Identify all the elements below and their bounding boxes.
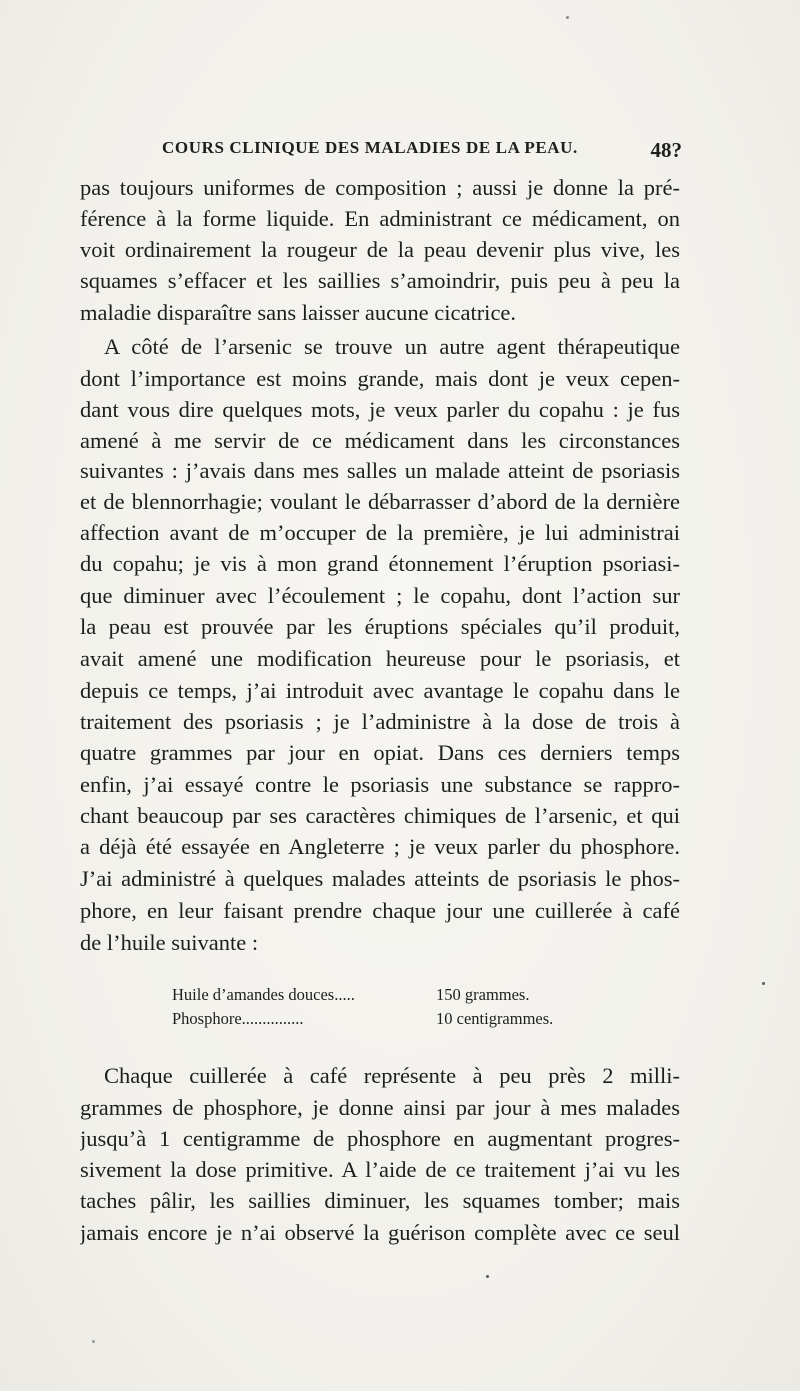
text-line: du copahu; je vis à mon grand étonnement l’éruption psoriasi- — [80, 551, 680, 576]
text-line: sivement la dose primitive. A l’aide de ce traitement j’ai vu les — [80, 1157, 680, 1182]
text-line: phore, en leur faisant prendre chaque jour une cuillerée à café — [80, 898, 680, 923]
text-line: depuis ce temps, j’ai introduit avec avantage le copahu dans le — [80, 678, 680, 703]
text-line: J’ai administré à quelques malades atteints de psoriasis le phos- — [80, 866, 680, 891]
text-line: jamais encore je n’ai observé la guérison complète avec ce seul — [80, 1220, 680, 1245]
text-line: maladie disparaître sans laisser aucune cicatrice. — [80, 300, 517, 325]
text-line: la peau est prouvée par les éruptions spéciales qu’il produit, — [80, 614, 680, 639]
text-line: taches pâlir, les saillies diminuer, les squames tomber; mais — [80, 1188, 680, 1213]
text-line: enfin, j’ai essayé contre le psoriasis une substance se rappro- — [80, 772, 680, 797]
running-head — [80, 138, 682, 168]
text-line: Chaque cuillerée à café représente à peu près 2 milli- — [104, 1063, 680, 1088]
text-line: a déjà été essayée en Angleterre ; je veux parler du phosphore. — [80, 834, 680, 859]
formula-quantity: 10 centigrammes. — [436, 1009, 554, 1028]
formula-ingredient: Phosphore............... — [172, 1009, 304, 1028]
text-line: férence à la forme liquide. En administrant ce médicament, on — [80, 206, 680, 231]
text-line: voit ordinairement la rougeur de la peau devenir plus vive, les — [80, 237, 680, 262]
text-line: et de blennorrhagie; voulant le débarrasser d’abord de la dernière — [80, 489, 680, 514]
text-line: dant vous dire quelques mots, je veux parler du copahu : je fus — [80, 397, 680, 422]
formula-row — [172, 983, 529, 1007]
text-line: grammes de phosphore, je donne ainsi par jour à mes malades — [80, 1095, 680, 1120]
paper-speck — [762, 982, 765, 985]
paper-speck — [486, 1275, 489, 1278]
text-line: de l’huile suivante : — [80, 930, 259, 955]
page-number: 48? — [650, 138, 682, 162]
running-title: COURS CLINIQUE DES MALADIES DE LA PEAU. — [162, 138, 578, 157]
text-line: avait amené une modification heureuse pour le psoriasis, et — [80, 646, 680, 671]
text-line: suivantes : j’avais dans mes salles un malade atteint de psoriasis — [80, 458, 680, 483]
text-line: affection avant de m’occuper de la première, je lui administrai — [80, 520, 680, 545]
text-line: A côté de l’arsenic se trouve un autre agent thérapeutique — [104, 334, 680, 359]
paper-speck — [566, 16, 569, 19]
formula-ingredient: Huile d’amandes douces..... — [172, 985, 355, 1004]
text-line: quatre grammes par jour en opiat. Dans ces derniers temps — [80, 740, 680, 765]
text-line: amené à me servir de ce médicament dans les circonstances — [80, 428, 680, 453]
text-line: traitement des psoriasis ; je l’administre à la dose de trois à — [80, 709, 680, 734]
paper-speck — [92, 1340, 95, 1343]
formula-row — [172, 1007, 553, 1031]
text-line: dont l’importance est moins grande, mais dont je veux cepen- — [80, 366, 680, 391]
text-line: pas toujours uniformes de composition ; aussi je donne la pré- — [80, 175, 680, 200]
text-line: chant beaucoup par ses caractères chimiques de l’arsenic, et qui — [80, 803, 680, 828]
text-line: que diminuer avec l’écoulement ; le copahu, dont l’action sur — [80, 583, 680, 608]
text-line: squames s’effacer et les saillies s’amoindrir, puis peu à peu la — [80, 268, 680, 293]
formula-quantity: 150 grammes. — [436, 985, 530, 1004]
text-line: jusqu’à 1 centigramme de phosphore en augmentant progres- — [80, 1126, 680, 1151]
